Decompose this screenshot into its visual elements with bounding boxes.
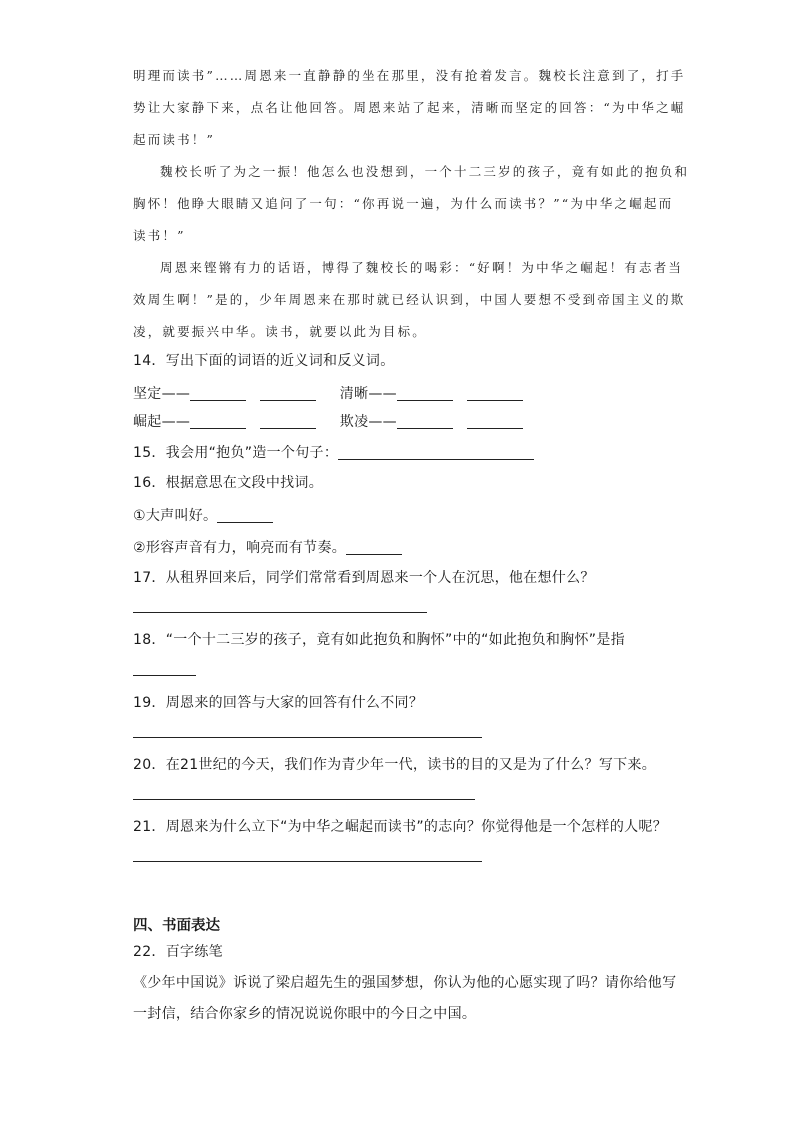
section-4-heading: 四、书面表达 — [133, 918, 220, 934]
antonym-blank[interactable] — [467, 386, 523, 401]
q22-task-line-1: 《少年中国说》诉说了梁启超先生的强国梦想，你认为他的心愿实现了吗？请你给他写 — [133, 975, 677, 991]
q16-item-1-blank[interactable] — [217, 508, 273, 523]
q21-answer-line[interactable] — [133, 861, 482, 862]
passage-line: 势让大家静下来，点名让他回答。周恩来站了起来，清晰而坚定的回答：“为中华之崛 — [133, 100, 686, 115]
passage-line: 效周生啊！”是的，少年周恩来在那时就已经认识到，中国人要想不受到帝国主义的欺 — [133, 292, 686, 307]
q14-word-qiling: 欺凌—— — [339, 414, 397, 430]
q17-answer-line[interactable] — [133, 612, 427, 613]
question-20-prompt: 20．在21世纪的今天，我们作为青少年一代，读书的目的又是为了什么？写下来。 — [133, 757, 657, 773]
synonym-blank[interactable] — [397, 386, 453, 401]
synonym-blank[interactable] — [190, 414, 246, 429]
question-16-prompt: 16．根据意思在文段中找词。 — [133, 475, 324, 491]
q14-word-jueqi: 崛起—— — [133, 414, 191, 430]
question-15 — [133, 442, 534, 462]
question-15-prompt: 15．我会用“抱负”造一个句子： — [133, 445, 339, 461]
q22-task-line-2: 一封信，结合你家乡的情况说说你眼中的今日之中国。 — [133, 1006, 477, 1022]
q16-item-2-blank[interactable] — [346, 540, 402, 555]
passage-line: 起而读书！” — [133, 132, 216, 147]
q18-answer-line[interactable] — [133, 675, 196, 676]
antonym-blank[interactable] — [467, 414, 523, 429]
passage-line: 凌，就要振兴中华。读书，就要以此为目标。 — [133, 324, 428, 339]
passage-line: 魏校长听了为之一振！他怎么也没想到，一个十二三岁的孩子，竟有如此的抱负和 — [160, 164, 690, 179]
q16-item-1-text: ①大声叫好。 — [133, 508, 218, 524]
question-21-prompt: 21．周恩来为什么立下“为中华之崛起而读书”的志向？你觉得他是一个怎样的人呢？ — [133, 819, 668, 835]
q14-word-jianding: 坚定—— — [133, 386, 191, 402]
question-22-prompt: 22．百字练笔 — [133, 944, 223, 960]
q19-answer-line[interactable] — [133, 737, 482, 738]
synonym-blank[interactable] — [397, 414, 453, 429]
q16-item-2 — [133, 537, 402, 557]
antonym-blank[interactable] — [260, 414, 316, 429]
q20-answer-line[interactable] — [133, 799, 475, 800]
q16-item-2-text: ②形容声音有力，响亮而有节奏。 — [133, 540, 347, 556]
question-19-prompt: 19．周恩来的回答与大家的回答有什么不同？ — [133, 695, 424, 711]
passage-line: 读书！” — [133, 228, 186, 243]
q14-word-qingxi: 清晰—— — [339, 386, 397, 402]
passage-line: 明理而读书”……周恩来一直静静的坐在那里，没有抢着发言。魏校长注意到了，打手 — [133, 68, 686, 83]
question-18-prompt: 18．“一个十二三岁的孩子，竟有如此抱负和胸怀”中的“如此抱负和胸怀”是指 — [133, 632, 625, 648]
passage-line: 周恩来铿锵有力的话语，博得了魏校长的喝彩：“好啊！为中华之崛起！有志者当 — [160, 260, 684, 275]
q15-answer-blank[interactable] — [338, 445, 534, 460]
question-14-prompt: 14．写出下面的词语的近义词和反义词。 — [133, 353, 395, 369]
q14-row-2 — [133, 411, 523, 431]
passage-line: 胸怀！他睁大眼睛又追问了一句：“你再说一遍，为什么而读书？”“为中华之崛起而 — [133, 196, 674, 211]
q16-item-1 — [133, 505, 273, 525]
question-17-prompt: 17．从租界回来后，同学们常常看到周恩来一个人在沉思，他在想什么？ — [133, 570, 595, 586]
q14-row-1 — [133, 383, 523, 403]
antonym-blank[interactable] — [260, 386, 316, 401]
synonym-blank[interactable] — [190, 386, 246, 401]
